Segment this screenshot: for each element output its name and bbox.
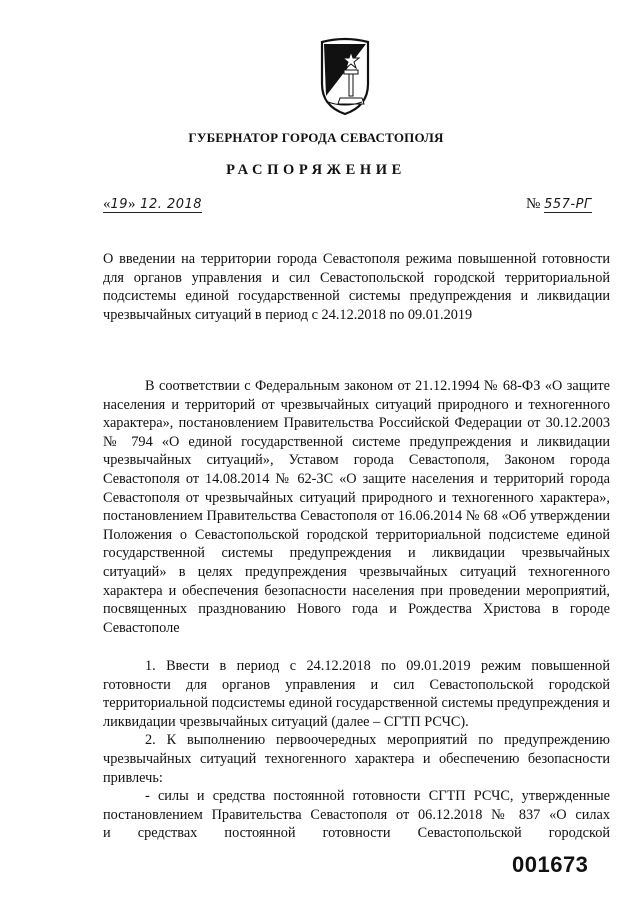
point-2: 2. К выполнению первоочередных мероприятий по предупреждению чрезвычайных ситуаций техногенного характера и обеспечению безопасности привлечь:	[103, 732, 610, 786]
document-number	[526, 196, 592, 213]
subpoint-line-2: постановлением Правительства Севастополя от 06.12.2018 № 837 «О силах	[103, 806, 610, 823]
document-date	[103, 196, 202, 213]
date-open-quote: «	[103, 196, 111, 212]
preamble-paragraph	[103, 377, 610, 637]
issuing-authority: ГУБЕРНАТОР ГОРОДА СЕВАСТОПОЛЯ	[188, 130, 444, 145]
sevastopol-coat-of-arms-icon	[318, 36, 372, 116]
subpoint-line-1: - силы и средства постоянной готовности СГТП РСЧС, утвержденные	[145, 788, 610, 805]
number-prefix: №	[526, 196, 541, 212]
date-month-year: 12. 2018	[135, 197, 203, 212]
date-close-quote: »	[128, 196, 136, 212]
document-title: О введении на территории города Севастополя режима повышенной готовности для органов управления и сил Севастопольской городской территориальной подсистемы единой государственной системы предупреждения и ликвидации чрезвычайных ситуаций в период с 24.12.2018 по 09.01.2019	[103, 251, 610, 323]
preamble-text: В соответствии с Федеральным законом от 21.12.1994 № 68-ФЗ «О защите населения и территорий от чрезвычайных ситуаций природного и техногенного характера», постановлением Правительства Российской Федерации от 30.12.2003 № 794 «О единой государственной системе предупреждения и ликвидации чрезвычайных ситуаций», Уставом города Севастополя, Законом города Севастополя от 14.08.2014 № 62-ЗС «О защите населения и территорий города Севастополя от чрезвычайных ситуаций природного и техногенного характера», постановлением Правительства Севастополя от 16.06.2014 № 68 «Об утверждении Положения о Севастопольской городской территориальной подсистеме единой государственной системы предупреждения и ликвидации чрезвычайных ситуаций» в целях предупреждения чрезвычайных ситуаций техногенного характера и обеспечения безопасности населения при проведении мероприятий, посвященных празднованию Нового года и Рождества Христова в городе Севастополе	[103, 378, 610, 636]
point-1: 1. Ввести в период с 24.12.2018 по 09.01.2019 режим повышенной готовности для органов управления и сил Севастопольской городской территориальной подсистемы единой государственной системы предупреждения и ликвидации чрезвычайных ситуаций (далее – СГТП РСЧС).	[103, 658, 610, 730]
subpoint-line-3: и средствах постоянной готовности Севастопольской городской	[103, 825, 610, 842]
serial-number: 001673	[512, 852, 589, 877]
number-value: 557-РГ	[544, 197, 592, 212]
date-day: 19	[110, 197, 129, 212]
document-type: РАСПОРЯЖЕНИЕ	[226, 162, 406, 178]
order-points	[103, 657, 610, 843]
